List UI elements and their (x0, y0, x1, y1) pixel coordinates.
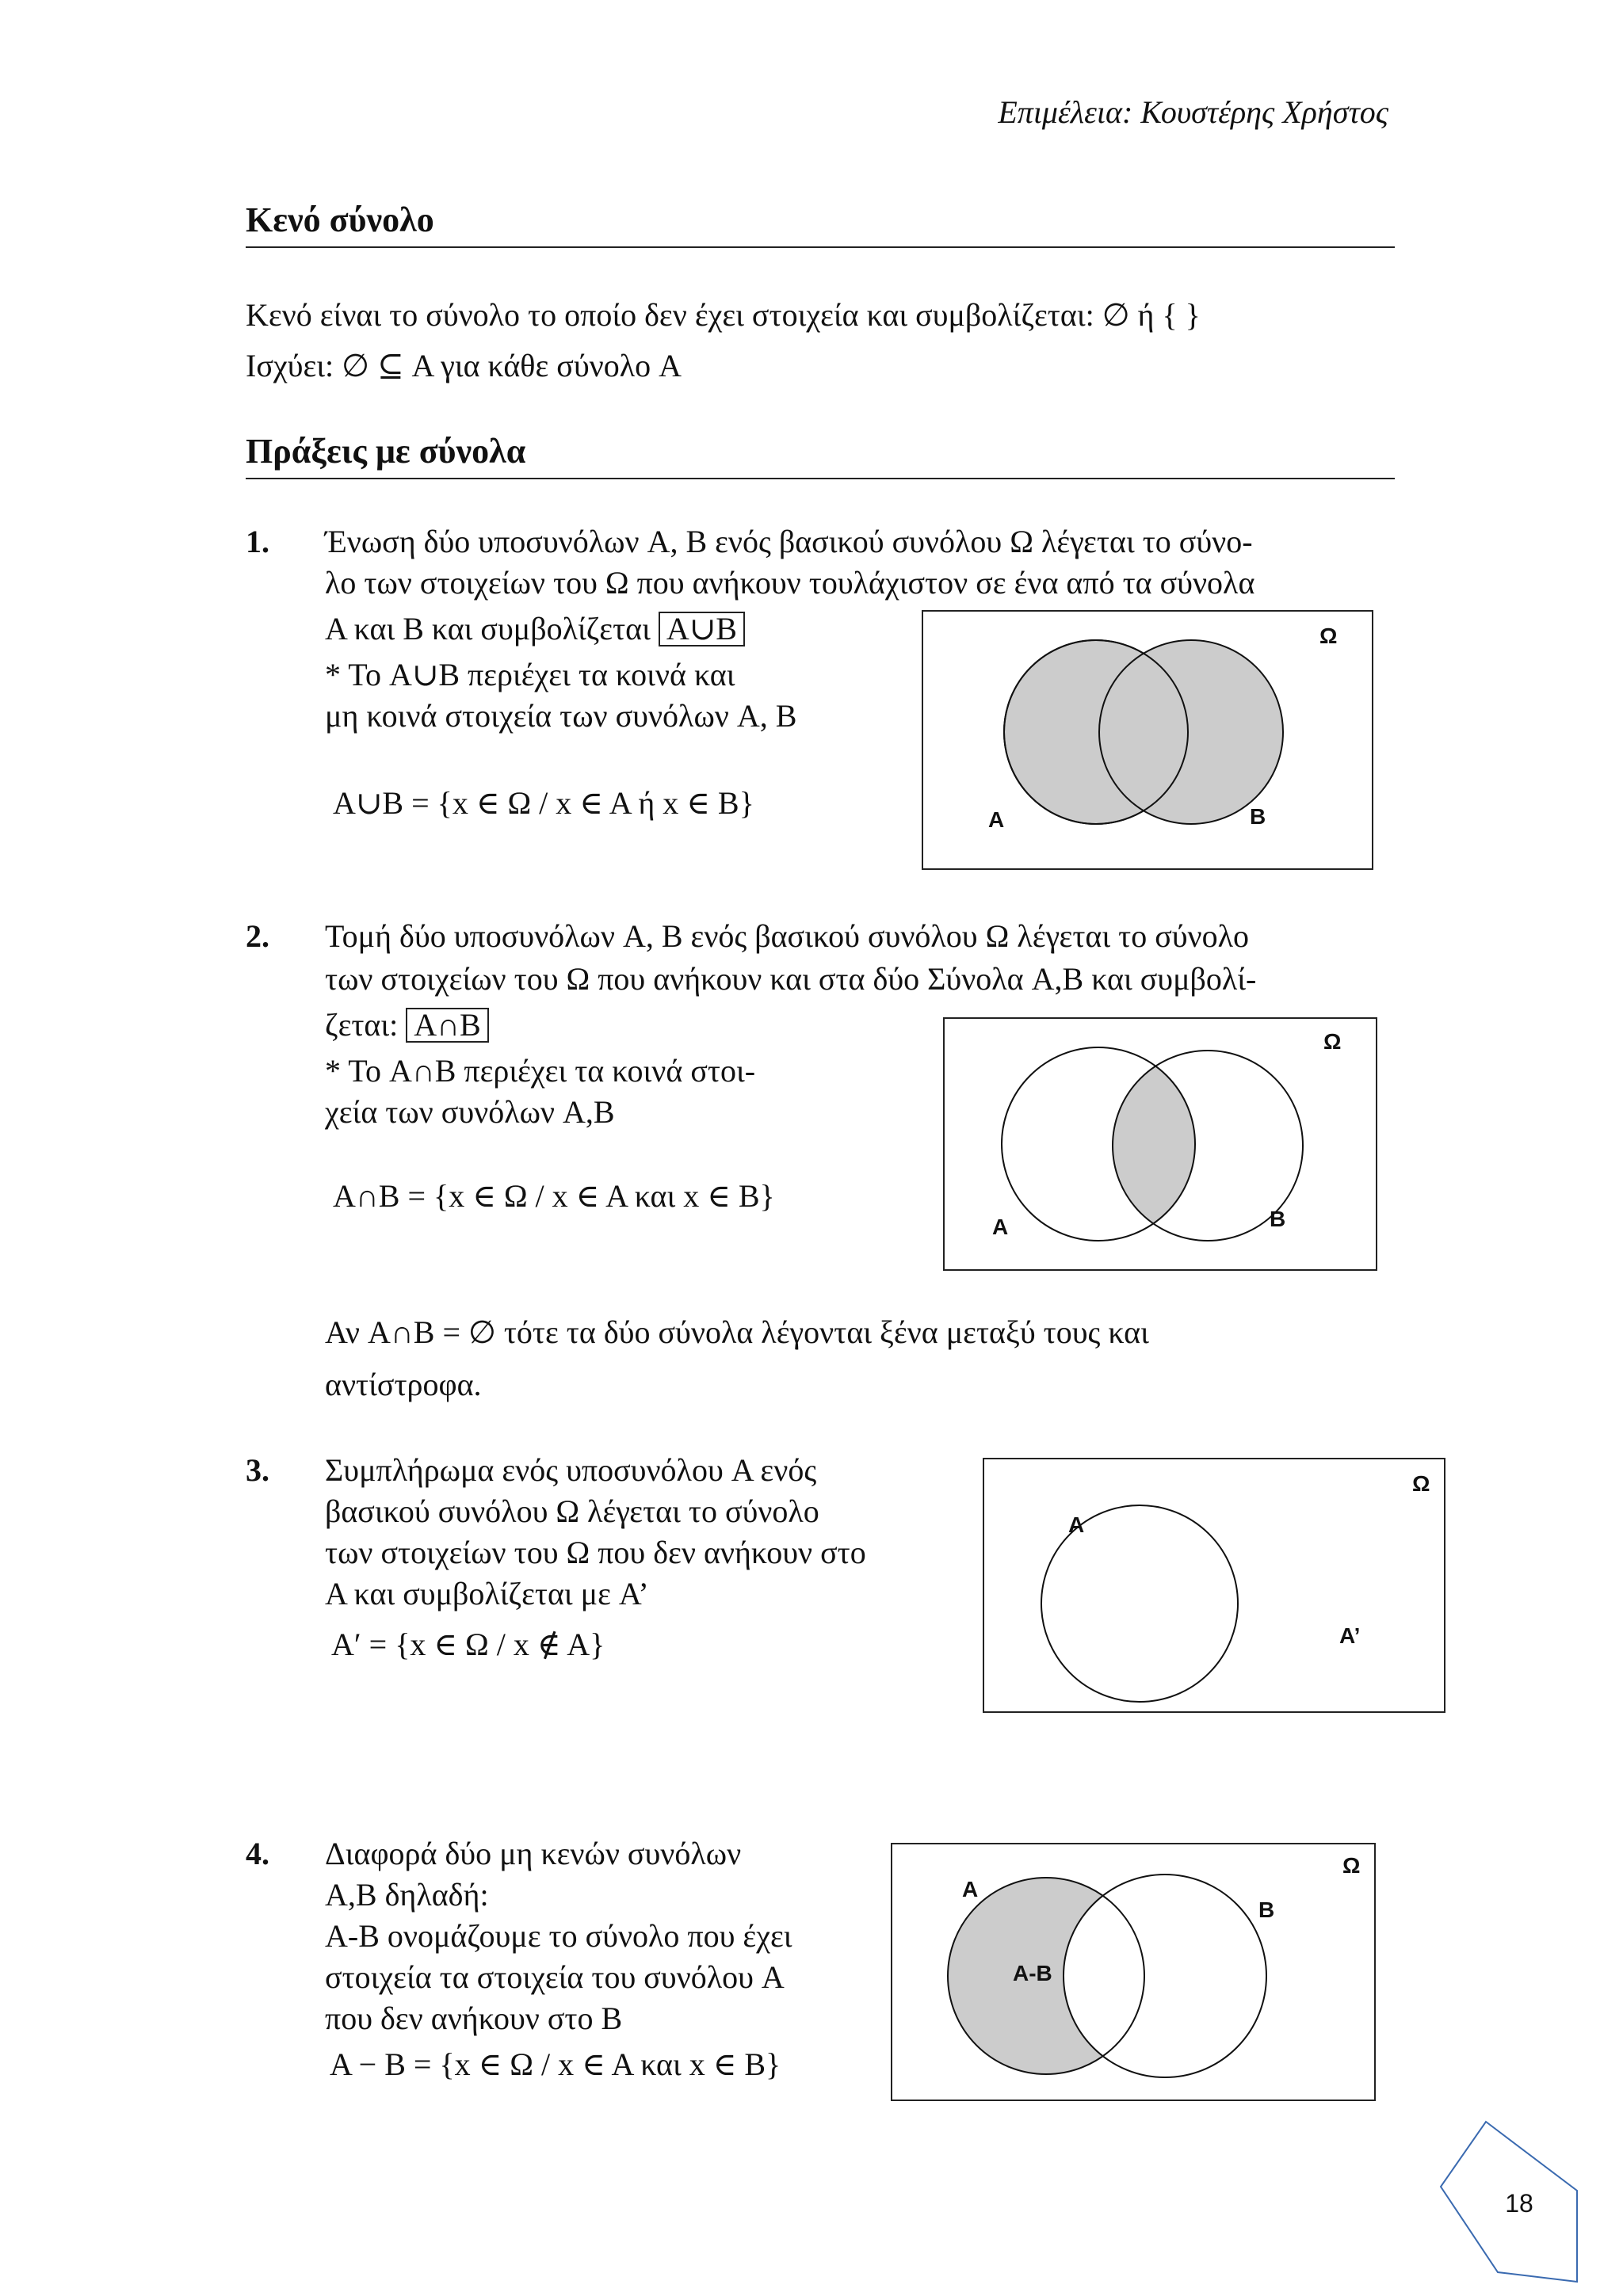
complement-line-2: βασικού συνόλου Ω λέγεται το σύνολο (325, 1493, 819, 1529)
venn-difference-diff-label: A-B (1013, 1961, 1052, 1985)
venn-difference-a-label: A (962, 1877, 979, 1901)
union-formula: A∪B = {x ∈ Ω / x ∈ A ή x ∈ B} (333, 785, 754, 821)
disjoint-line-1: Αν A∩B = ∅ τότε τα δύο σύνολα λέγονται ξένα μεταξύ τους και (325, 1314, 1149, 1350)
venn-union-b-label: B (1250, 804, 1266, 829)
empty-set-property: Ισχύει: ∅ ⊆ A για κάθε σύνολο A (246, 348, 682, 383)
empty-set-definition: Κενό είναι το σύνολο το οποίο δεν έχει στοιχεία και συμβολίζεται: ∅ ή { } (246, 297, 1201, 333)
venn-difference-omega-label: Ω (1342, 1853, 1361, 1878)
venn-complement (983, 1458, 1445, 1713)
intersection-line-1: Τομή δύο υποσυνόλων A, B ενός βασικού συνόλου Ω λέγεται το σύνολο (325, 918, 1250, 954)
author-note: Επιμέλεια: Κουστέρης Χρήστος (998, 94, 1388, 130)
venn-difference (891, 1843, 1376, 2101)
complement-line-3: των στοιχείων του Ω που δεν ανήκουν στο (325, 1535, 866, 1570)
venn-difference-b-label: B (1258, 1897, 1275, 1922)
item-number-difference: 4. (246, 1836, 269, 1871)
venn-union-omega-label: Ω (1319, 624, 1338, 648)
union-line-2: λο των στοιχείων του Ω που ανήκουν τουλάχιστον σε ένα από τα σύνολα (325, 565, 1255, 601)
intersection-line-3-text: ζεται: (325, 1007, 399, 1043)
union-line-1: Ένωση δύο υποσυνόλων A, B ενός βασικού συνόλου Ω λέγεται το σύνο- (325, 524, 1253, 559)
intersection-formula: A∩B = {x ∈ Ω / x ∈ A και x ∈ B} (333, 1178, 775, 1214)
venn-complement-a-prime-label: A’ (1339, 1623, 1361, 1648)
item-number-complement: 3. (246, 1452, 269, 1488)
venn-union (922, 610, 1373, 870)
venn-complement-a-label: A (1068, 1512, 1085, 1537)
intersection-note-1: * Το A∩B περιέχει τα κοινά στοι- (325, 1053, 756, 1089)
intersection-line-2: των στοιχείων του Ω που ανήκουν και στα δύο Σύνολα A,B και συμβολί- (325, 961, 1257, 997)
union-line-3-text: A και B και συμβολίζεται (325, 611, 651, 646)
section-title-set-operations: Πράξεις με σύνολα (246, 431, 1395, 479)
venn-intersection-b-label: B (1270, 1207, 1286, 1231)
venn-intersection-a-label: A (992, 1215, 1009, 1239)
disjoint-line-2: αντίστροφα. (325, 1367, 482, 1402)
intersection-note-2: χεία των συνόλων A,B (325, 1094, 615, 1130)
section-title-empty-set: Κενό σύνολο (246, 200, 1395, 248)
union-note-1: * Το A∪B περιέχει τα κοινά και (325, 657, 735, 692)
complement-formula: A′ = {x ∈ Ω / x ∉ A} (331, 1627, 605, 1662)
difference-line-2: A,B δηλαδή: (325, 1877, 489, 1913)
intersection-symbol-box: A∩B (406, 1008, 488, 1043)
intersection-line-3 (325, 1005, 489, 1046)
item-number-intersection: 2. (246, 918, 269, 954)
union-symbol-box: A∪B (659, 612, 745, 646)
page-number-badge (1438, 2115, 1581, 2290)
venn-intersection (943, 1017, 1377, 1271)
difference-line-5: που δεν ανήκουν στο B (325, 2000, 623, 2036)
venn-intersection-omega-label: Ω (1323, 1029, 1342, 1054)
difference-line-3: A-B ονομάζουμε το σύνολο που έχει (325, 1918, 792, 1954)
complement-line-4: A και συμβολίζεται με A’ (325, 1576, 649, 1611)
union-note-2: μη κοινά στοιχεία των συνόλων A, B (325, 698, 797, 734)
venn-union-circle-b (1099, 640, 1283, 824)
item-number-union: 1. (246, 524, 269, 559)
page-number: 18 (1505, 2189, 1533, 2218)
difference-line-4: στοιχεία τα στοιχεία του συνόλου A (325, 1959, 785, 1995)
difference-line-1: Διαφορά δύο μη κενών συνόλων (325, 1836, 742, 1871)
complement-line-1: Συμπλήρωμα ενός υποσυνόλου A ενός (325, 1452, 817, 1488)
difference-formula: A − B = {x ∈ Ω / x ∈ A και x ∈ B} (330, 2046, 781, 2082)
venn-union-a-label: A (988, 807, 1005, 832)
union-line-3 (325, 608, 745, 650)
venn-complement-omega-label: Ω (1412, 1471, 1430, 1496)
